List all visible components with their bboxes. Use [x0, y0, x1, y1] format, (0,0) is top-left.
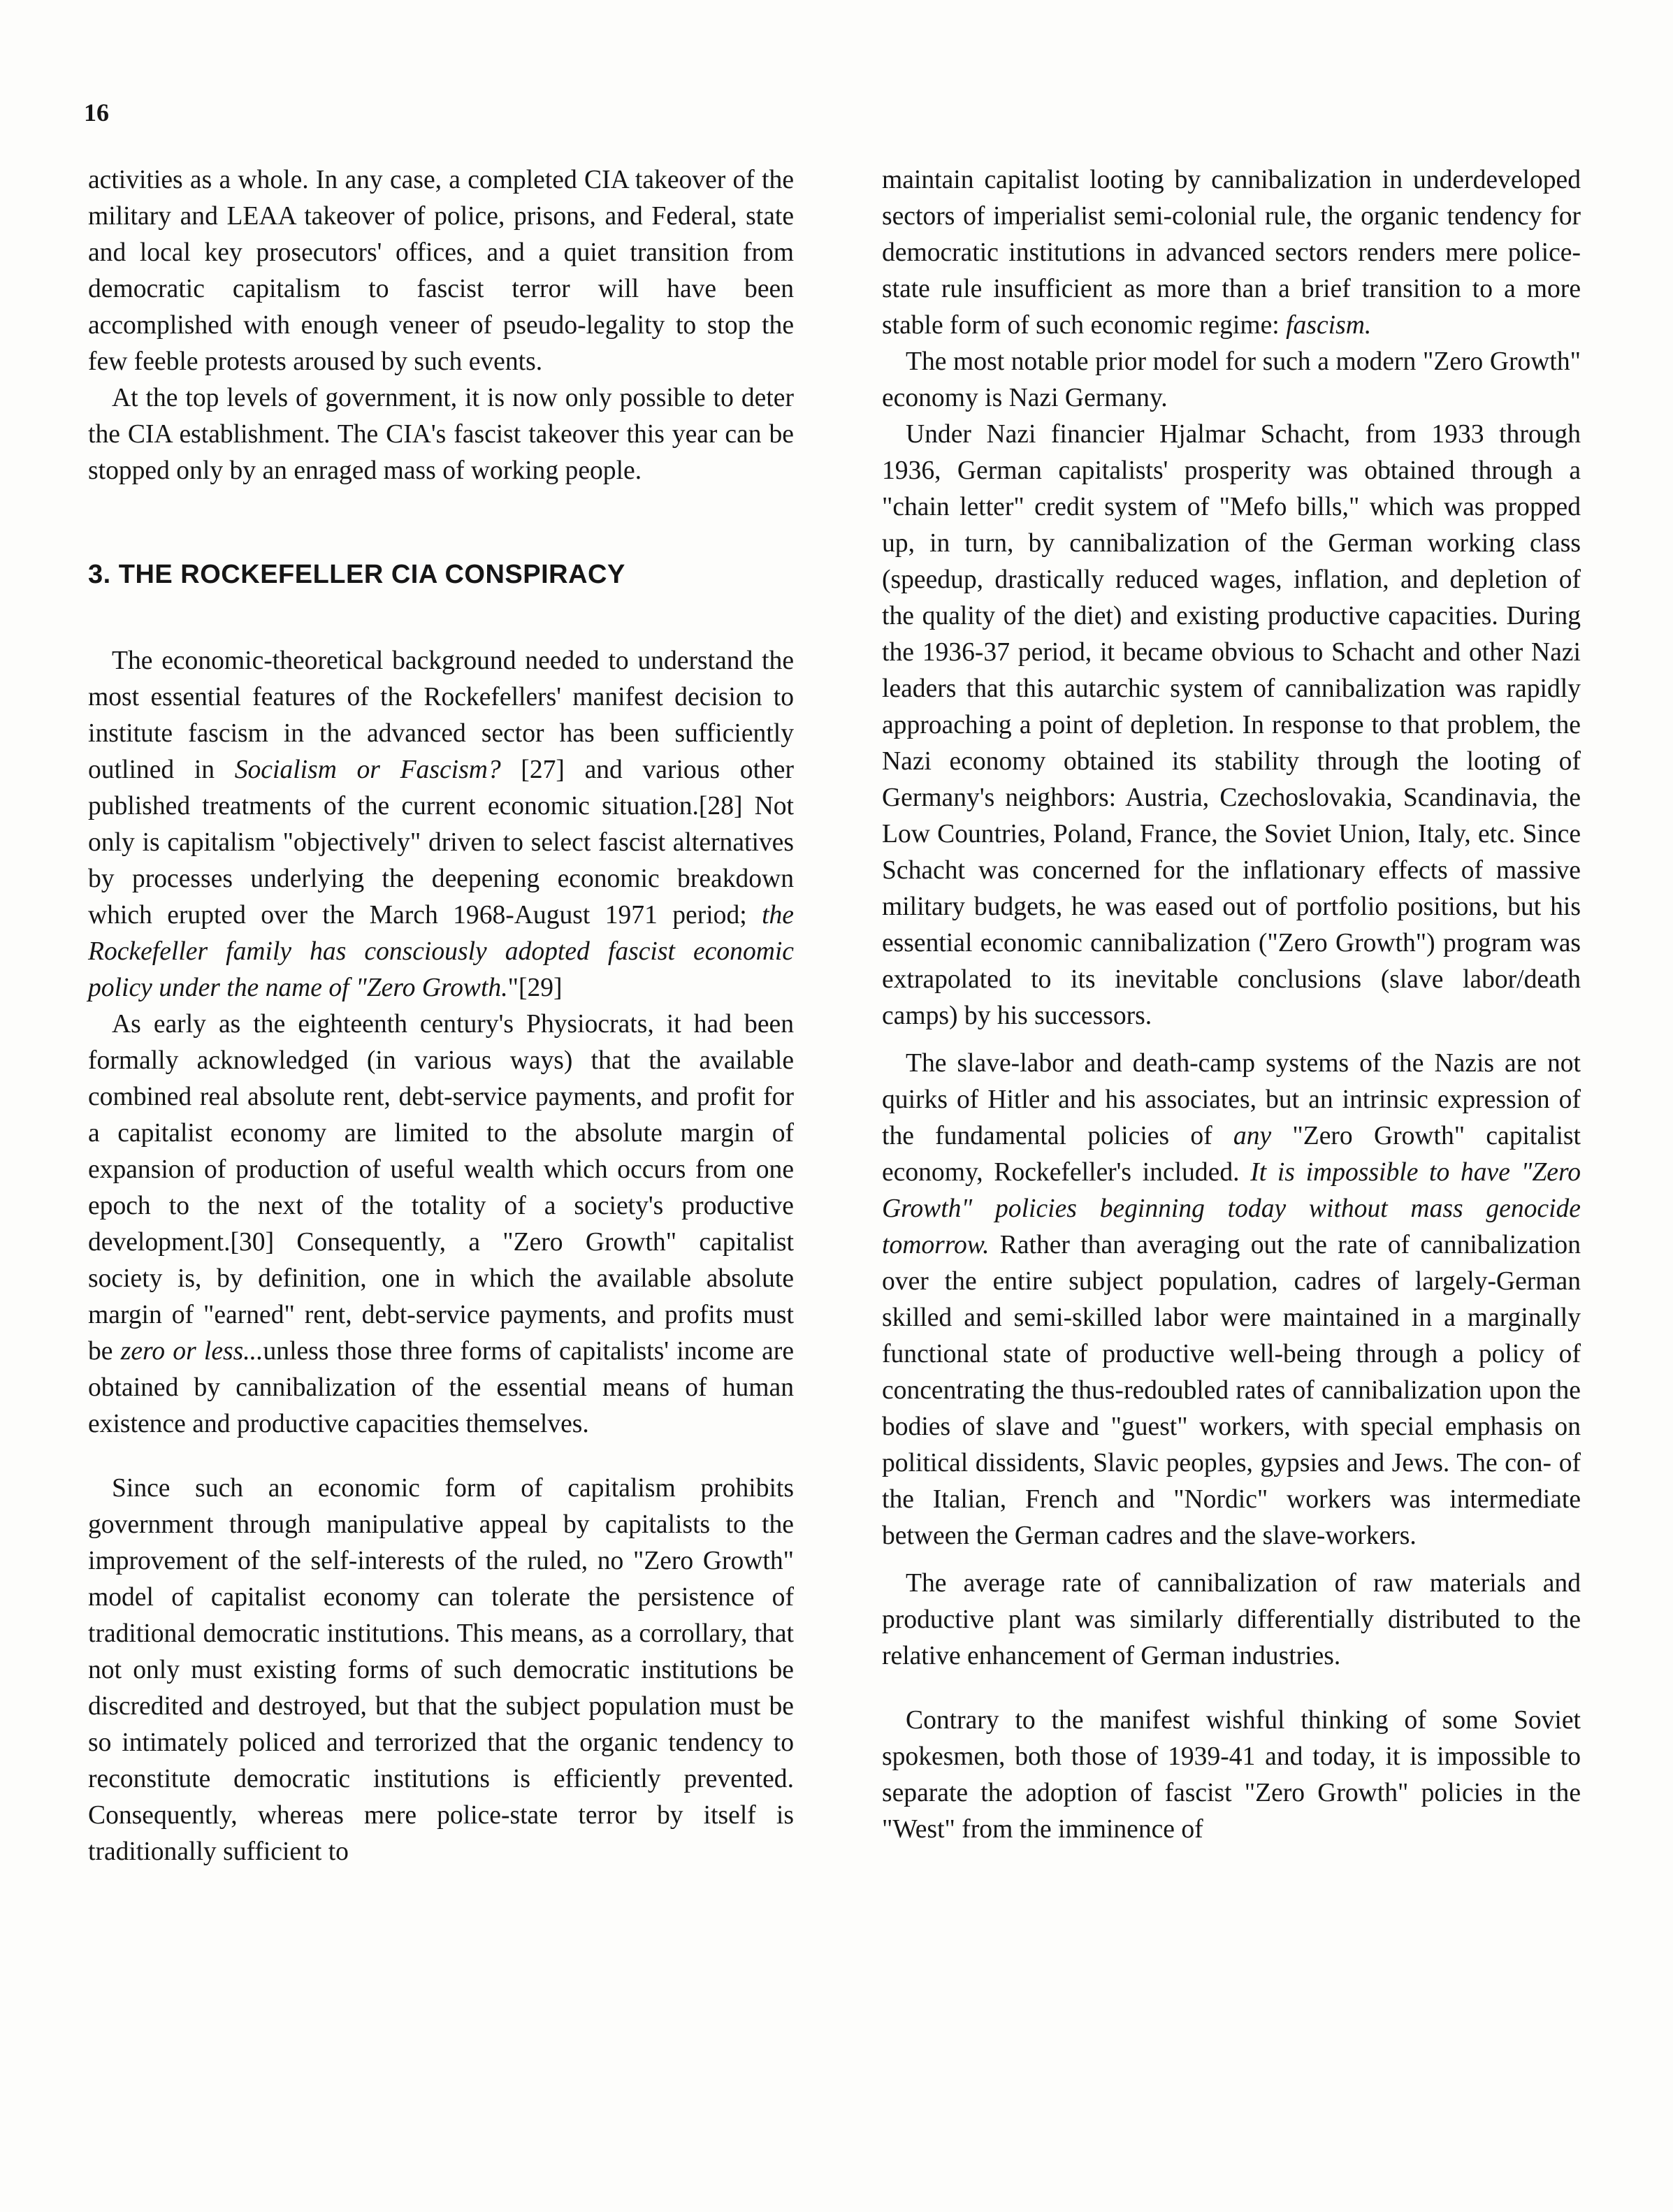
text-run: "Zero Growth" capitalist economy, Rockefeller's included.	[882, 1122, 1581, 1187]
paragraph	[88, 643, 794, 1006]
emphasis-text: the Rockefeller family has consciously adopted fascist economic policy under the name of "Zero Growth.	[88, 901, 794, 1002]
text-run: As early as the eighteenth century's Physiocrats, it had been formally acknowledged (in various ways) that the available combined real absolute rent, debt-service payments, and profit for a capitalist economy are limited to the absolute margin of expansion of production of useful wealth which occurs from one epoch to the next of the totality of a society's productive development.[30] Consequently, a "Zero Growth" capitalist society is, by definition, one in which the available absolute margin of "earned" rent, debt-service payments, and profits must be	[88, 1010, 794, 1366]
paragraph	[882, 1046, 1581, 1554]
left-column	[88, 162, 794, 1870]
text-run: "[29]	[507, 974, 563, 1002]
emphasis-text: zero or less...	[120, 1337, 263, 1366]
paragraph: The most notable prior model for such a modern "Zero Growth" economy is Nazi Germany.	[882, 347, 1581, 412]
book-title: Socialism or Fascism?	[234, 756, 501, 784]
section-heading: 3. THE ROCKEFELLER CIA CONSPIRACY	[88, 560, 625, 589]
text-run: The economic-theoretical background needed to understand the most essential features of the Rockefellers' manifest decision to institute fascism in the advanced sector has been sufficiently outlined in	[88, 646, 794, 784]
paragraph	[882, 162, 1581, 344]
paragraph: The average rate of cannibalization of raw materials and productive plant was similarly differentially distributed to the relative enhancement of German industries.	[882, 1569, 1581, 1670]
text-run: unless those three forms of capitalists' income are obtained by cannibalization of the essential means of human existence and productive capacities themselves.	[88, 1337, 794, 1438]
paragraph: Since such an economic form of capitalism prohibits government through manipulative appeal by capitalists to the improvement of the self-interests of the ruled, no "Zero Growth" model of capitalist economy can tolerate the persistence of traditional democratic institutions. This means, as a corrollary, that not only must existing forms of such democratic institutions be discredited and destroyed, but that the subject population must be so intimately policed and terrorized that the organic tendency to reconstitute democratic institutions is efficiently prevented. Consequently, whereas mere police-state terror by itself is traditionally sufficient to	[88, 1474, 794, 1866]
emphasis-text: any	[1233, 1122, 1272, 1150]
text-run: The slave-labor and death-camp systems of the Nazis are not quirks of Hitler and his associates, but an intrinsic expression of the fundamental policies of	[882, 1049, 1581, 1150]
text-run: Rather than averaging out the rate of cannibalization over the entire subject population, cadres of largely-German skilled and semi-skilled labor were maintained in a marginally functional state of productive well-being through a policy of concentrating the thus-redoubled rates of cannibalization upon the bodies of slave and "guest" workers, with special emphasis on political dissidents, Slavic peoples, gypsies and Jews. The con- of the Italian, French and "Nordic" workers was intermediate between the German cadres and the slave-workers.	[882, 1231, 1581, 1550]
text-run: [27] and various other published treatments of the current economic situation.[28] Not only is capitalism "objectively" driven to select fascist alternatives by processes underlying the deepening economic breakdown which erupted over the March 1968-August 1971 period;	[88, 756, 794, 930]
paragraph: At the top levels of government, it is now only possible to deter the CIA establishment. The CIA's fascist takeover this year can be stopped only by an enraged mass of working people.	[88, 384, 794, 485]
page-number: 16	[84, 99, 109, 126]
paragraph	[88, 1006, 794, 1443]
emphasis-text: fascism.	[1286, 311, 1372, 340]
paragraph: activities as a whole. In any case, a completed CIA takeover of the military and LEAA takeover of police, prisons, and Federal, state and local key prosecutors' offices, and a quiet transition from democratic capitalism to fascist terror will have been accomplished with enough veneer of pseudo-legality to stop the few feeble protests aroused by such events.	[88, 166, 794, 376]
text-run: maintain capitalist looting by cannibalization in underdeveloped sectors of imperialist semi-colonial rule, the organic tendency for democratic institutions in advanced sectors renders mere police-state rule insufficient as more than a brief transition to a more stable form of such economic regime:	[882, 166, 1581, 340]
paragraph: Under Nazi financier Hjalmar Schacht, from 1933 through 1936, German capitalists' prosperity was obtained through a "chain letter" credit system of "Mefo bills," which was propped up, in turn, by cannibalization of the German working class (speedup, drastically reduced wages, inflation, and depletion of the quality of the diet) and existing productive capacities. During the 1936-37 period, it became obvious to Schacht and other Nazi leaders that this autarchic system of cannibalization was rapidly approaching a point of depletion. In response to that problem, the Nazi economy obtained its stability through the looting of Germany's neighbors: Austria, Czechoslovakia, Scandinavia, the Low Countries, Poland, France, the Soviet Union, Italy, etc. Since Schacht was concerned for the inflationary effects of massive military budgets, he was eased out of portfolio positions, but his essential economic cannibalization ("Zero Growth") program was extrapolated to its inevitable conclusions (slave labor/death camps) by his successors.	[882, 420, 1581, 1030]
right-column	[882, 162, 1581, 1848]
paragraph: Contrary to the manifest wishful thinking of some Soviet spokesmen, both those of 1939-41 and today, it is impossible to separate the adoption of fascist "Zero Growth" policies in the "West" from the imminence of	[882, 1706, 1581, 1844]
emphasis-text: It is impossible to have "Zero Growth" policies beginning today without mass genocide tomorrow.	[882, 1158, 1581, 1259]
